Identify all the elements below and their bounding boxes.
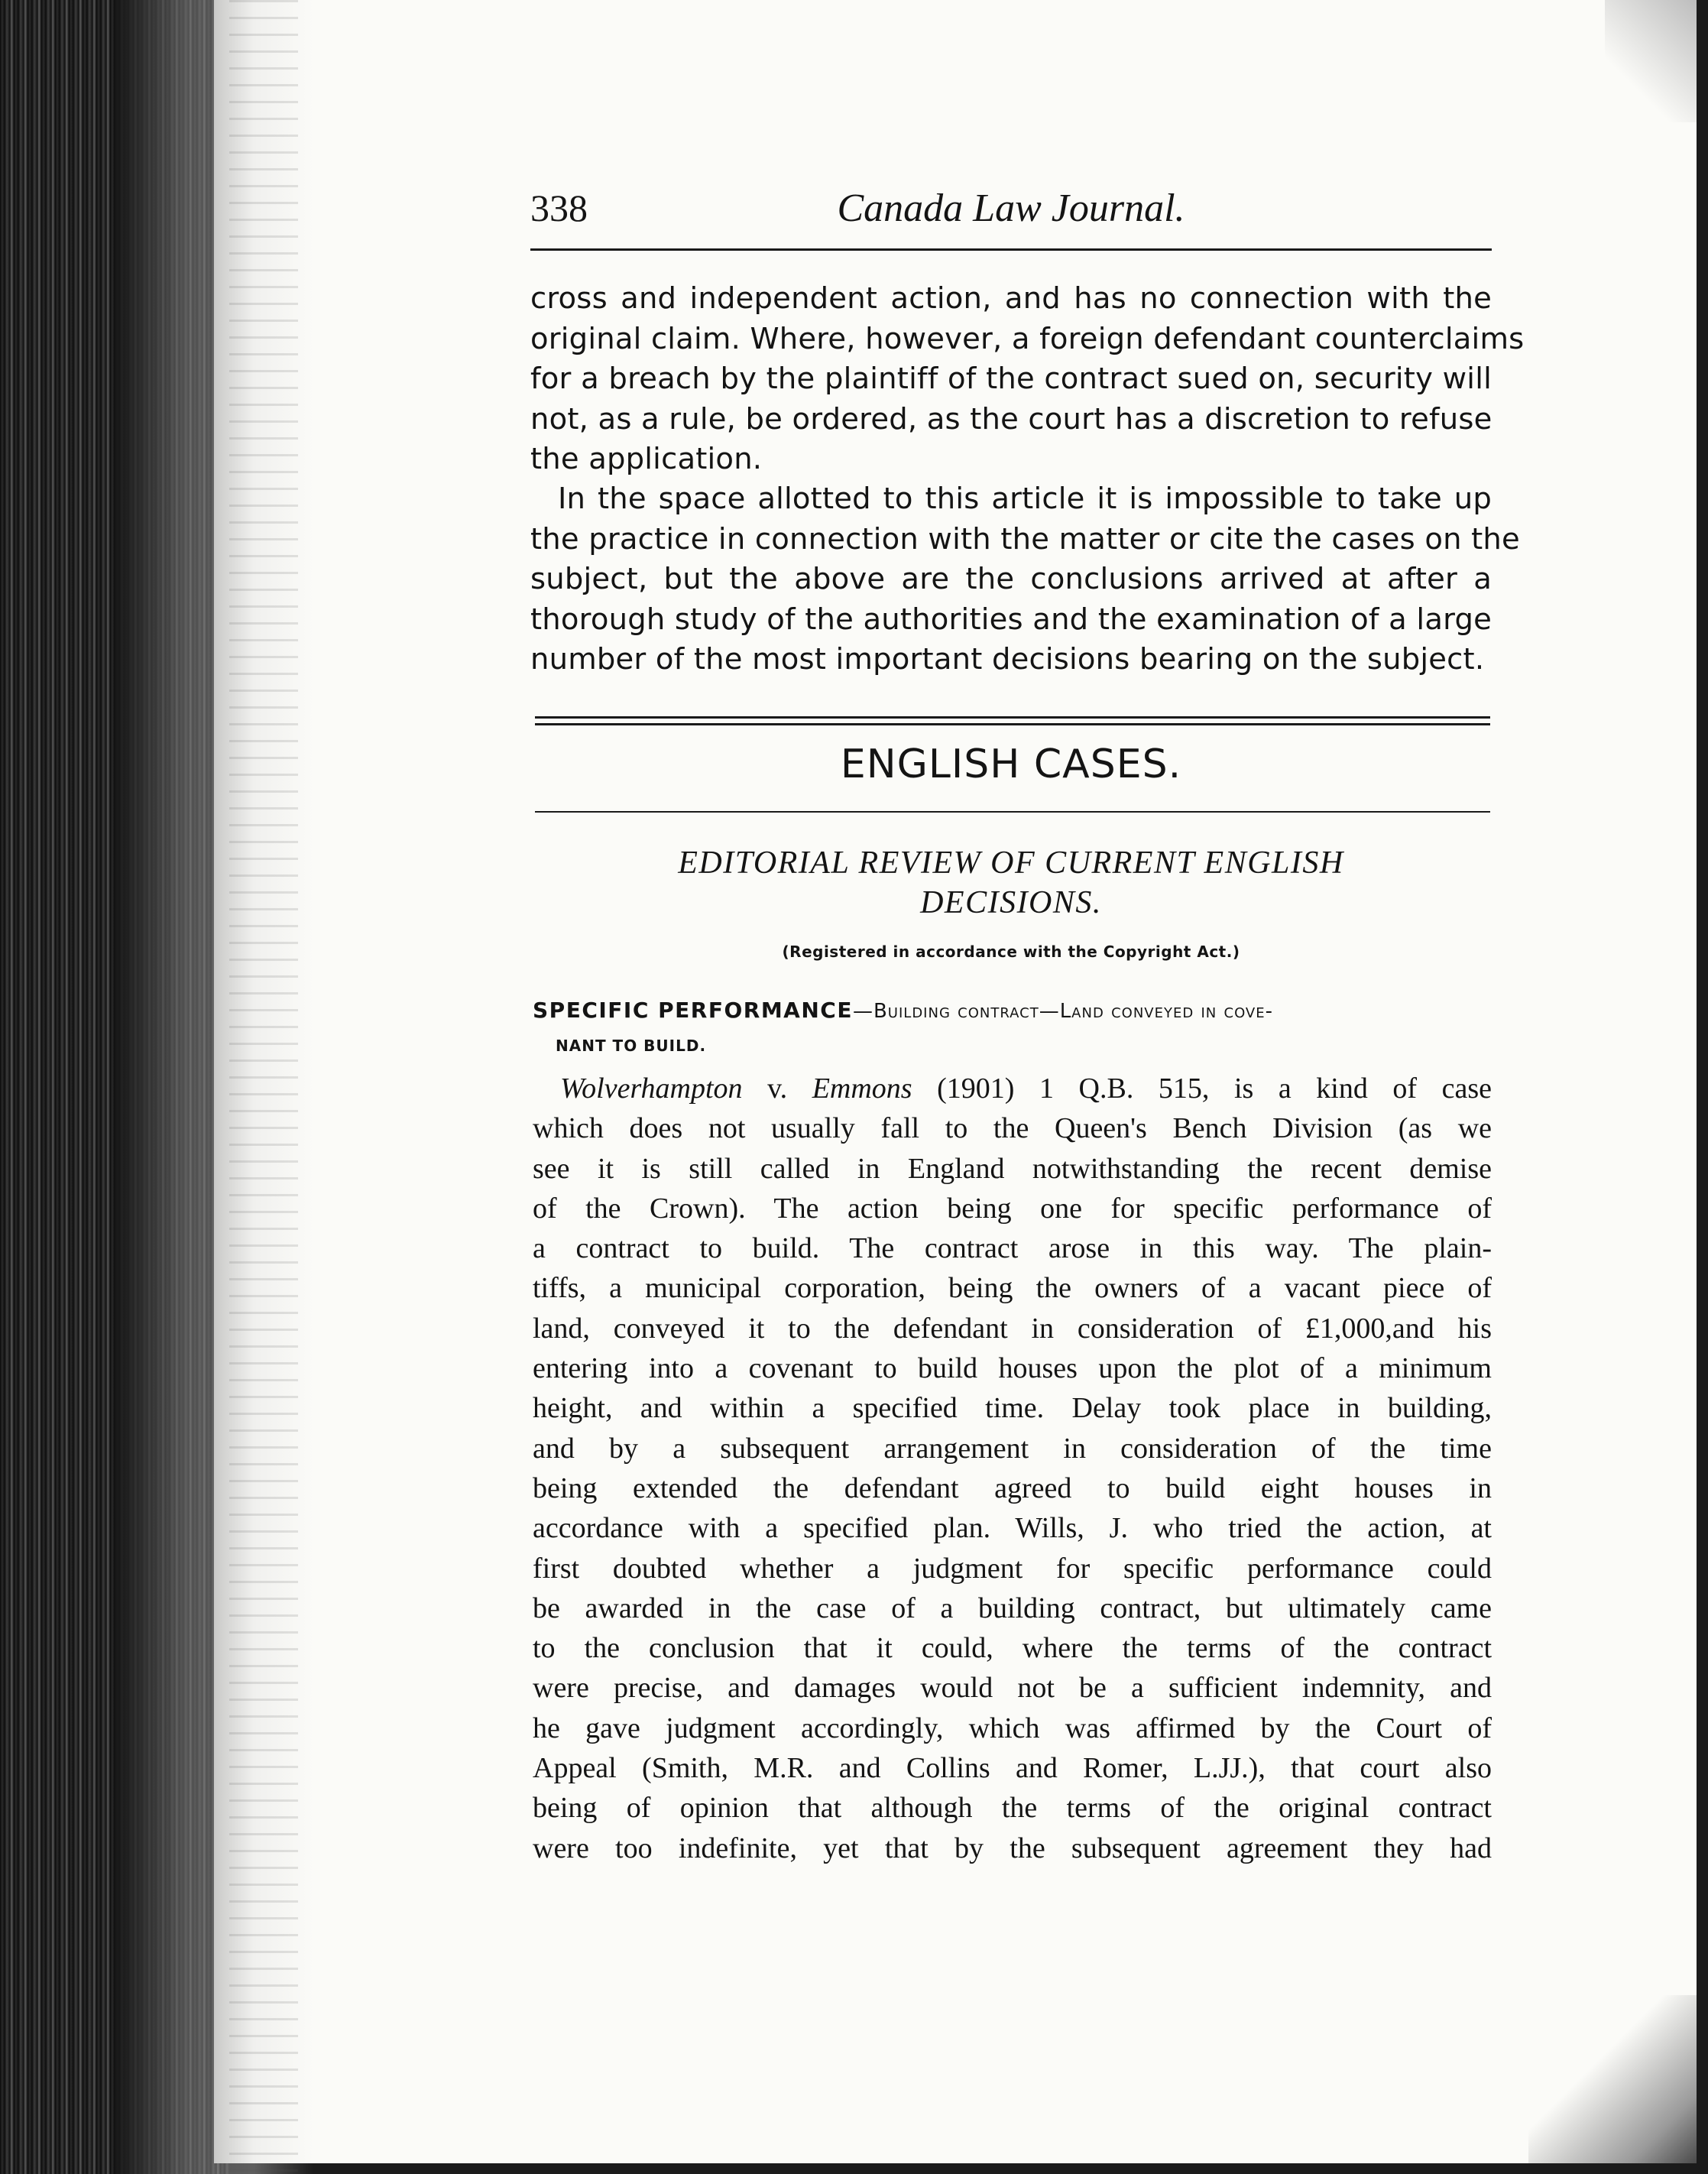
text-line: land, conveyed it to the defendant in consideration of £1,000,and his [533,1312,1492,1345]
headnote-continuation: NANT TO BUILD. [556,1037,707,1055]
text-line: accordance with a specified plan. Wills, J. who tried the action, at [533,1512,1492,1545]
text-line: the application. [530,442,763,476]
text-line [533,1069,1492,1108]
text-line: and by a subsequent arrangement in consideration of the time [533,1432,1492,1465]
text-line: In the space allotted to this article it is impossible to take up [558,482,1492,516]
text-line: number of the most important decisions bearing on the subject. [530,642,1485,677]
case-versus: v. [742,1072,812,1105]
section-double-rule-top [535,716,1490,719]
text-line: being of opinion that although the terms of the original contract [533,1792,1492,1825]
text-line: of the Crown). The action being one for specific performance of [533,1192,1492,1225]
editorial-heading [530,843,1492,923]
headnote-lead: SPECIFIC PERFORMANCE [533,998,853,1023]
text-line: being extended the defendant agreed to build eight houses in [533,1472,1492,1504]
section-double-rule-bottom [535,723,1490,725]
text-line: original claim. Where, however, a foreign defendant counterclaims [530,321,1525,356]
case-name-defendant: Emmons [812,1072,912,1105]
text-line: be awarded in the case of a building contract, but ultimately came [533,1592,1492,1624]
margin-speckle [229,0,298,2174]
text-line: a contract to build. The contract arose in this way. The plain- [533,1232,1492,1265]
text-line: not, as a rule, be ordered, as the court has a discretion to refuse [530,401,1492,436]
headnote-rest: —Building contract—Land conveyed in cove- [852,1000,1273,1023]
case-headnote [533,994,1494,1063]
text-line: cross and independent action, and has no connection with the [530,281,1492,316]
text-line: height, and within a specified time. Delay took place in building, [533,1392,1492,1425]
section-rule [535,811,1490,813]
text-line: the practice in connection with the matter or cite the cases on the [530,521,1520,556]
case-name-plaintiff: Wolverhampton [560,1072,743,1105]
text-line: were precise, and damages would not be a sufficient indemnity, and [533,1672,1492,1705]
editorial-heading-line: DECISIONS. [920,885,1102,920]
text-line: thorough study of the authorities and the examination of a large [530,602,1492,637]
running-header [530,186,1492,239]
intro-paragraph-2 [530,479,1520,680]
header-rule [530,248,1492,251]
intro-paragraph-1 [530,279,1525,480]
journal-title: Canada Law Journal. [837,187,1185,230]
page-curl-shadow [1528,1995,1697,2163]
editorial-heading-line: EDITORIAL REVIEW OF CURRENT ENGLISH [678,845,1344,881]
case-paragraph [533,1069,1492,1868]
section-title: ENGLISH CASES. [840,741,1182,787]
page-number: 338 [530,187,588,229]
text-line: tiffs, a municipal corporation, being the owners of a vacant piece of [533,1272,1492,1305]
text-line: which does not usually fall to the Queen's Bench Division (as we [533,1112,1492,1145]
page-corner-shadow [1605,0,1697,122]
text-line: first doubted whether a judgment for specific performance could [533,1552,1492,1585]
case-citation: (1901) 1 Q.B. 515, is a kind of case [912,1072,1492,1105]
text-line: he gave judgment accordingly, which was affirmed by the Court of [533,1712,1492,1744]
text-line: for a breach by the plaintiff of the contract sued on, security will [530,362,1492,396]
text-line: Appeal (Smith, M.R. and Collins and Romer, L.JJ.), that court also [533,1752,1492,1785]
text-line: to the conclusion that it could, where the terms of the contract [533,1632,1492,1665]
text-line: see it is still called in England notwithstanding the recent demise [533,1152,1492,1185]
text-line: subject, but the above are the conclusions arrived at after a [530,562,1492,596]
registered-note: (Registered in accordance with the Copyright Act.) [782,943,1240,961]
text-line: entering into a covenant to build houses upon the plot of a minimum [533,1352,1492,1385]
text-line: were too indefinite, yet that by the subsequent agreement they had [533,1832,1492,1864]
